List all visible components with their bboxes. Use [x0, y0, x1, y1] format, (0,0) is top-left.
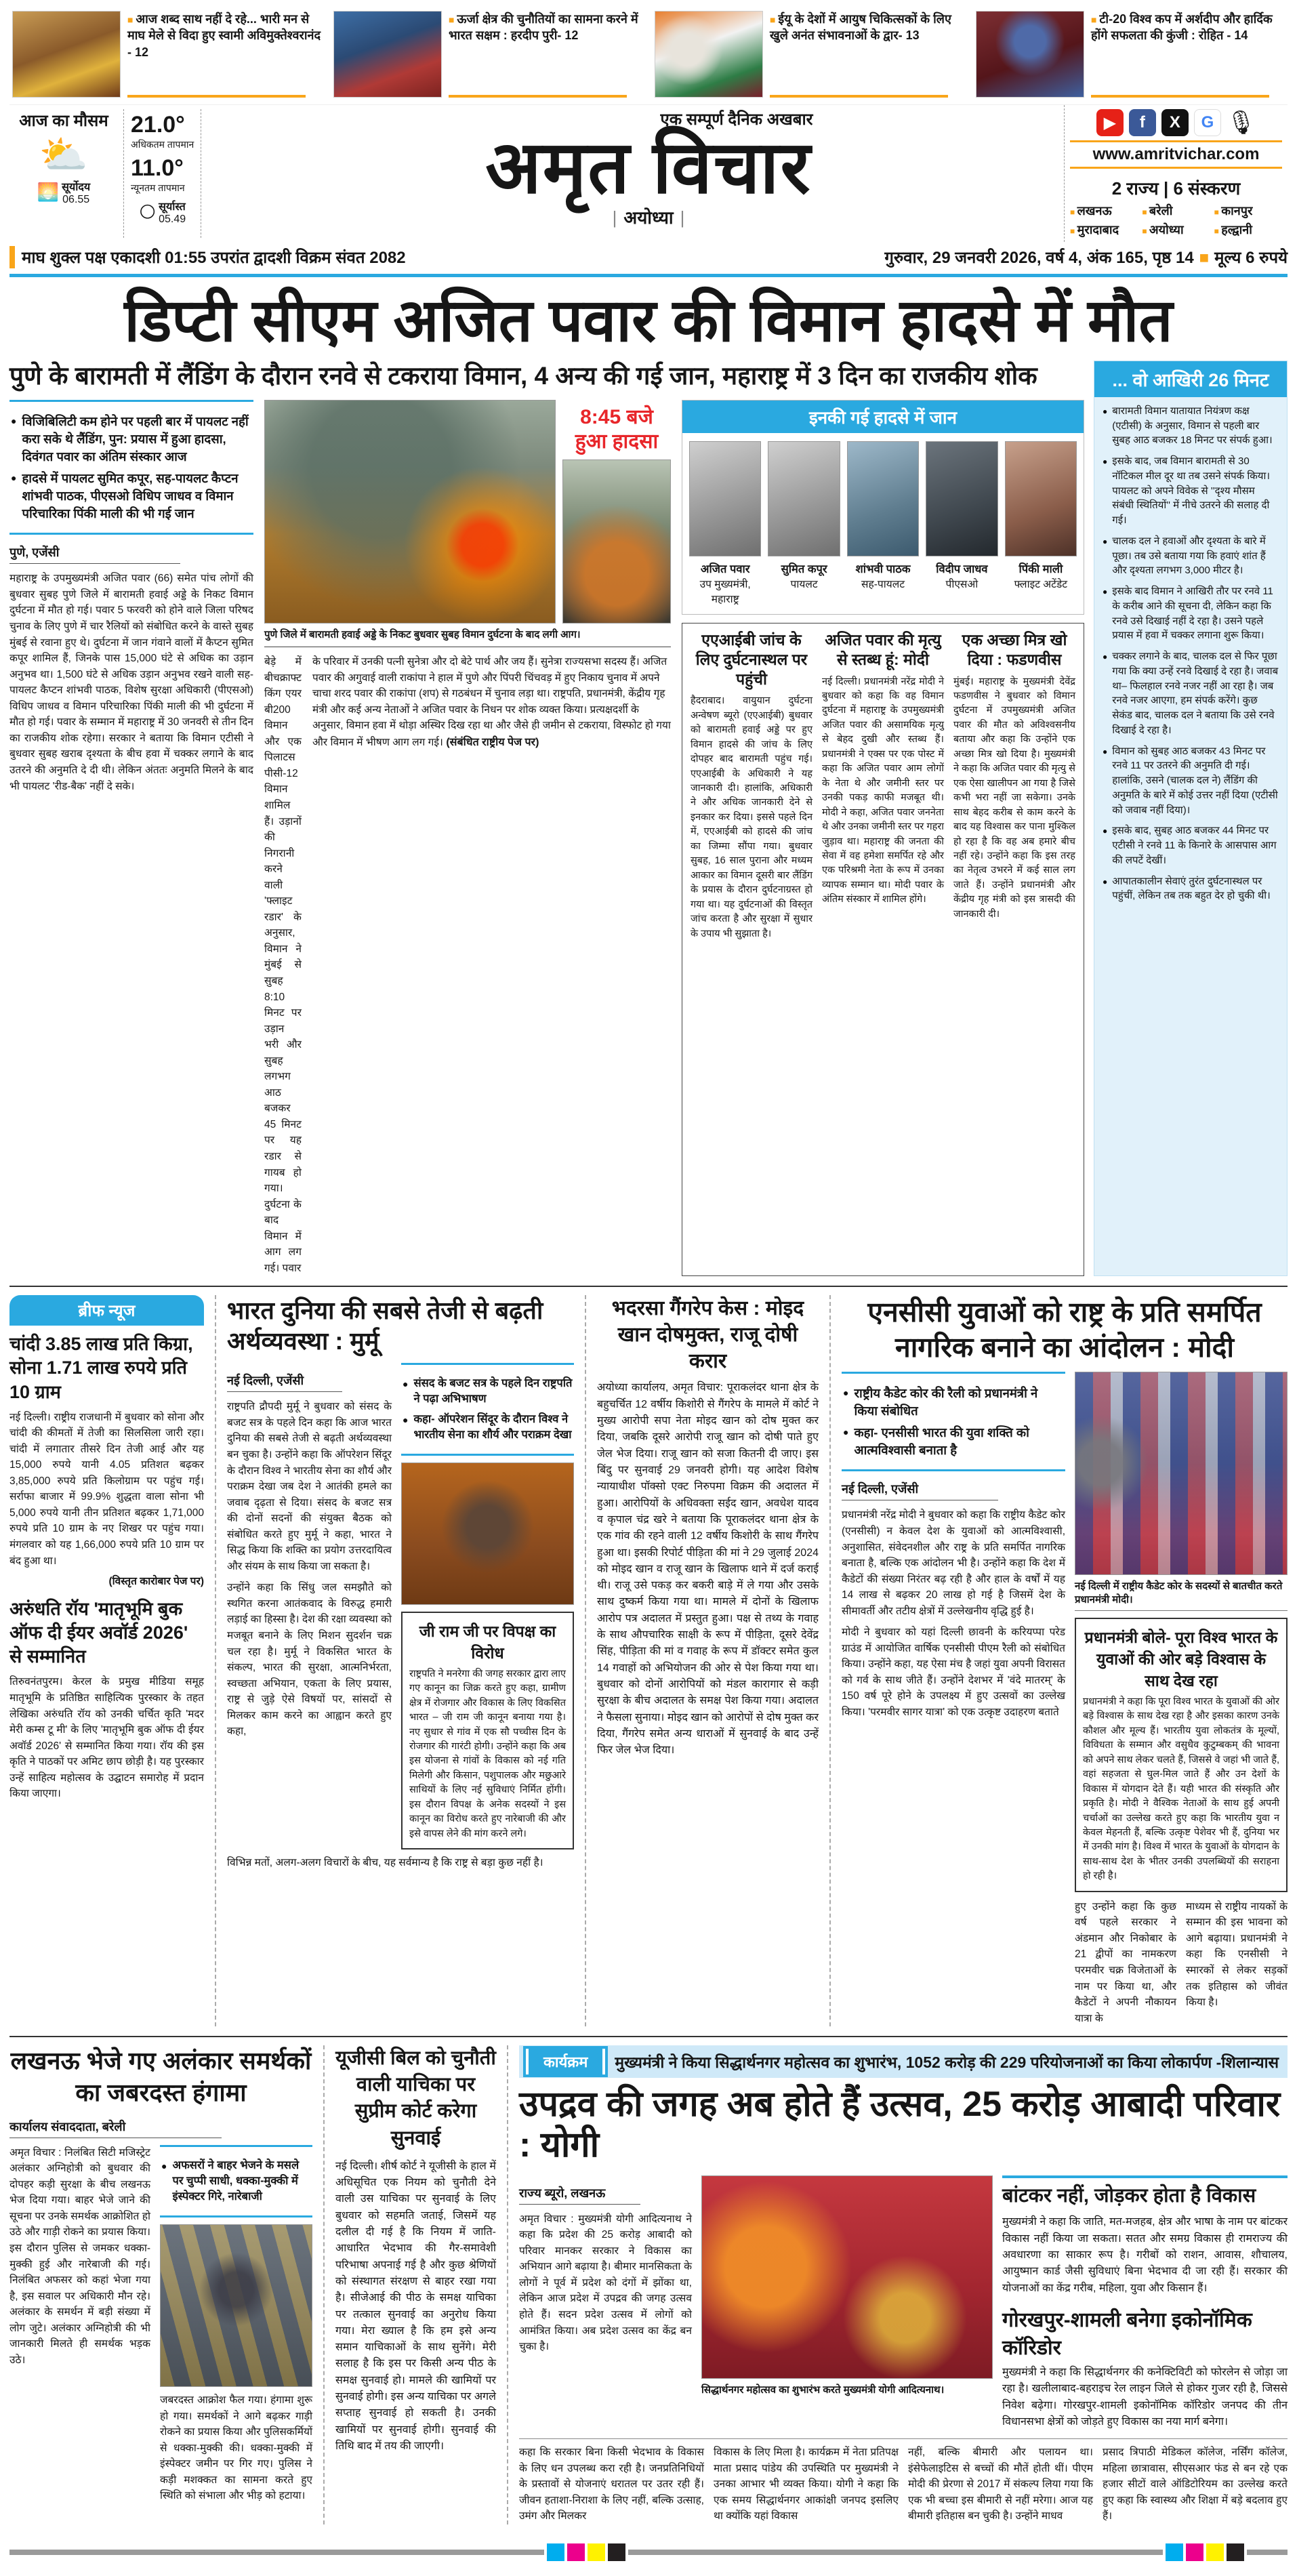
vikas-box [1002, 2175, 1288, 2297]
bullet-dot-icon: ● [1103, 876, 1108, 886]
substory-body: हैदराबाद। वायुयान दुर्घटना अन्वेषण ब्यूरो (एएआईबी) बुधवार को बारामती हवाई अड्डे पर हुए विमान हादसे की जांच के लिए दोपहर बाद बारामती पहुंच गई। एएआईबी के अधिकारी ने यह जानकारी दी। हालांकि, अधिकारी ने और अधिक जानकारी देने से इनकार कर दिया। इससे पहले दिन में, एएआईबी को हादसे की जांच का जिम्मा सौंपा गया। बुधवार सुबह, 16 साल पुराना और मध्यम आकार का विमान दूसरी बार लैंडिंग के प्रयास के दौरान दुर्घटनाग्रस्त हो गया था। यह दुर्घटनाओं की विस्तृत जांच करता है और सुरक्षा में सुधार के उपाय भी सुझाता है। [691, 695, 812, 939]
victim-portrait [926, 441, 997, 556]
teaser-underline [127, 95, 306, 98]
victim-card [847, 441, 919, 606]
box-body: राष्ट्रपति ने मनरेगा की जगह सरकार द्वारा लाए गए कानून का जिक्र करते हुए कहा, ग्रामीण क्षेत्र में रोजगार और विकास के लिए विकसित भारत – जी राम जी कानून बनाया गया है। नए सुधार से गांव में एक सौ पच्चीस दिन के रोजगार की गारंटी होगी। उन्होंने कहा कि अब इस योजना से गांवों के विकास को नई गति मिलेगी और किसान, पशुपालक और मछुआरे साथियों के लिए नई सुविधाएं निर्मित होंगी। इस दौरान विपक्ष के अनेक सदस्यों ने इस कानून का विरोध करते हुए नारेबाजी की और इसे वापस लेने की मांग करने लगे। [409, 1668, 566, 1839]
teaser-underline [770, 95, 948, 98]
bhadarsa-story [597, 1295, 831, 2026]
lead-photo-column [264, 400, 671, 1276]
reg-square-cyan [547, 2543, 564, 2561]
yogi-photo-caption: सिद्धार्थनगर महोत्सव का शुभारंभ करते मुख्यमंत्री योगी आदित्यनाथ। [701, 2384, 945, 2396]
victim-portrait [768, 441, 840, 556]
masthead-dateline-row [9, 242, 1288, 274]
bullet-dot-icon: ● [1103, 406, 1108, 416]
ncc-body4: माध्यम से राष्ट्रीय नायकों के सम्मान की इस भावना को आगे बढ़ाया। प्रधानमंत्री ने कहा कि एनसीसी ने स्मारकों से लेकर सड़कों तक इतिहास को जीवंत किया है। [1186, 1900, 1288, 2009]
kicker-tag: कार्यक्रम [526, 2049, 605, 2074]
lead-left-column [9, 400, 253, 1276]
temp-max-label: अधिकतम तापमान [131, 139, 194, 150]
timeline-item: चक्कर लगाने के बाद, चालक दल से फिर पूछा गया कि क्या उन्हें रनवे दिखाई दे रहा है। जवाब था– फिलहाल रनवे नजर नहीं आ रहा है। जब रनवे नजर आएगा, हम संपर्क करेंगे। कुछ सेकंड बाद, चालक दल ने बताया कि उसे रनवे दिखाई दे रहा है। [1112, 651, 1279, 736]
alankar-bullet: अफसरों ने बाहर भेजने के मसले पर चुप्पी साधी, धक्का-मुक्की में इंस्पेक्टर गिरे, नारेबाजी [172, 2159, 300, 2203]
reg-square-cyan [1166, 2543, 1183, 2561]
yogi-photo [701, 2175, 993, 2379]
yogi-story [519, 2045, 1288, 2524]
crash-photo [264, 400, 556, 623]
teaser-modi-ayush [655, 11, 964, 98]
sunset-label: सूर्यास्त [159, 201, 186, 213]
reg-square-magenta [1186, 2543, 1203, 2561]
ncc-body1: प्रधानमंत्री नरेंद्र मोदी ने बुधवार को कहा कि राष्ट्रीय कैडेट कोर (एनसीसी) न केवल देश के युवाओं को आत्मविश्वासी, अनुशासित, संवेदनशील और राष्ट्र के प्रति समर्पित नागरिक बनाता है, बल्कि एक आंदोलन भी है। उन्होंने कहा कि देश में कैडेटों की संख्या निरंतर बढ़ रही है और हाल के वर्षों में यह 14 लाख से बढ़कर 20 लाख हो गई है जिसमें देश के सीमावर्ती और तटीय क्षेत्रों में उल्लेखनीय वृद्धि हुई है। [842, 1509, 1065, 1617]
victim-portrait [847, 441, 919, 556]
ugc-story [335, 2045, 508, 2524]
ji-ram-ji-box [401, 1612, 574, 1849]
substories-panel [682, 623, 1084, 1276]
lead-story [9, 361, 1288, 1286]
victim-portrait [689, 441, 761, 556]
pm-quote-box [1075, 1618, 1288, 1892]
temp-min: 11.0° [131, 155, 184, 181]
dateline: गुरुवार, 29 जनवरी 2026, वर्ष 4, अंक 165, पृष्ठ 14 ■ मूल्य 6 रुपये [884, 249, 1288, 267]
panchang: माघ शुक्ल पक्ष एकादशी 01:55 उपरांत द्वादशी विक्रम संवत 2082 [9, 246, 406, 268]
victims-header: इनकी गई हादसे में जान [682, 401, 1084, 433]
corridor-body: मुख्यमंत्री ने कहा कि सिद्धार्थनगर की कनेक्टिविटी को फोरलेन से जोड़ा जा रहा है। खलीलाबाद-बहराइच रेल लाइन जिले से होकर गुजर रही है, जिससे निवेश बढ़ेगा। गोरखपुर-शामली इकोनॉमिक कॉरिडोर जनपद की तीन विधानसभा क्षेत्रों को जोड़ते हुए विकास का नया मार्ग बनेगा। [1002, 2366, 1288, 2428]
murmu-bullet: संसद के बजट सत्र के पहले दिन राष्ट्रपति ने पढ़ा अभिभाषण [413, 1377, 573, 1406]
edition-label: | अयोध्या | [612, 207, 685, 228]
moon-icon: 🌕 [139, 203, 157, 222]
reg-square-black [608, 2543, 625, 2561]
ncc-bullet: कहा- एनसीसी भारत की युवा शक्ति को आत्मविश्वासी बनाता है [854, 1425, 1029, 1457]
yogi-continuation [519, 2438, 1288, 2524]
teaser-photo-rohit [976, 11, 1084, 98]
murmu-headline: भारत दुनिया की सबसे तेजी से बढ़ती अर्थव्यवस्था : मुर्मू [227, 1296, 543, 1355]
teaser-photo-swami [12, 11, 121, 98]
teaser-photo-hardeep [333, 11, 442, 98]
victim-role: पीएसओ [945, 579, 979, 591]
social-icons [1070, 109, 1282, 136]
ncc-headline: एनसीसी युवाओं को राष्ट्र के प्रति समर्पित नागरिक बनाने का आंदोलन : मोदी [867, 1296, 1262, 1363]
alankar-story [9, 2045, 325, 2524]
murmu-story [227, 1295, 586, 2026]
edition-item: ■ मुरादाबाद [1070, 222, 1138, 238]
substory-body: मुंबई। महाराष्ट्र के मुख्यमंत्री देवेंद्र फडणवीस ने बुधवार को विमान दुर्घटना में उपमुख्यमंत्री अजित पवार की मौत को अविश्वसनीय बताया और कहा कि उन्होंने एक अच्छा मित्र खो दिया है। मुख्यमंत्री ने कहा कि अजित पवार की मृत्यु से एक ऐसा खालीपन आ गया है जिसे कभी भरा नहीं जा सकेगा। उनके साथ बेहद करीब से काम करने के बाद यह विश्वास कर पाना मुश्किल हो रहा है कि वह अब हमारे बीच नहीं रहे। उन्होंने कहा कि इस तरह का नेतृत्व उभरने में कई साल लग जाते हैं। उन्होंने प्रधानमंत्री और केंद्रीय गृह मंत्री को इस त्रासदी की जानकारी दी। [953, 676, 1075, 920]
print-registration-marks [9, 2531, 1288, 2576]
teaser-text: ■ ईयू के देशों में आयुष चिकित्सकों के लिए खुले अनंत संभावनाओं के द्वार- 13 [770, 11, 964, 44]
alankar-bullets [160, 2145, 312, 2217]
press-mic-icon: 🎙 [1226, 110, 1256, 136]
timeline-item: आपातकालीन सेवाएं तुरंत दुर्घटनास्थल पर पहुंचीं, लेकिन तब तक बहुत देर हो चुकी थी। [1112, 875, 1271, 902]
yogi-headline: उपद्रव की जगह अब होते हैं उत्सव, 25 करोड़ आबादी परिवार : योगी [519, 2085, 1281, 2165]
murmu-bullets [401, 1363, 574, 1455]
substory-headline: एक अच्छा मित्र खो दिया : फडणवीस [962, 631, 1067, 668]
bullet-dot-icon: ● [11, 415, 17, 427]
victims-panel [682, 400, 1084, 615]
victim-card [689, 441, 761, 606]
lead-headline: डिप्टी सीएम अजित पवार की विमान हादसे में मौत [124, 287, 1173, 354]
bhadarsa-body: अयोध्या कार्यालय, अमृत विचार: पूराकलंदर थाना क्षेत्र के बहुचर्चित 12 वर्षीय किशोरी से गैंगरेप के मामले में कोर्ट ने मुख्य आरोपी सपा नेता मोइद खान को दोष मुक्त कर दिया, जबकि दूसरे आरोपी राजू खान को दोषी पाते हुए जेल भेज दिया। राजू खान को सजा कितनी दी जाए। इस बिंदु पर सुनवाई 29 जनवरी होगी। यह आदेश विशेष न्यायाधीश पॉक्सो एक्ट निरुपमा विक्रम की अदालत में हुआ। आरोपियों के अधिवक्ता सईद खान, अवधेश यादव व कृपाल चंद्र खरे ने बताया कि पूराकलंदर थाना क्षेत्र के एक गांव की रहने वाली 12 वर्षीय किशोरी के साथ गैंगरेप हुआ था। इसकी रिपोर्ट पीड़िता की मां ने 29 जुलाई 2024 को मोइद खान व राजू खान के खिलाफ थाने में दर्ज कराई थी। राजू उसे पकड़ कर बकरी बाड़े में ले गया और उसके साथ दुष्कर्म किया गया था। मामले में दोनों के खिलाफ आरोप पत्र अदालत में प्रस्तुत हुआ। पक्ष से तथ्य के गवाह के साथ औपचारिक साक्षी के रूप में पीड़िता, दूसरे देवेंद्र सिंह, पीड़िता की मां व गवाह के रूप में डॉक्टर समेत कुल 14 गवाहों को अभियोजन की ओर से पेश किया गया था। बुधवार को दोनों आरोपियों को मंडल कारागार से कड़ी सुरक्षा के बीच अदालत के समक्ष पेश किया गया। अदालत ने फैसला सुनाया। मोइद खान को आरोपों से दोष मुक्त कर दिया, गैंगरेप समेत अन्य धाराओं में सुनवाई के बाद उन्हें फिर जेल भेज दिया। [597, 1382, 819, 1757]
timeline-item: इसके बाद, सुबह आठ बजकर 44 मिनट पर एटीसी ने रनवे 11 के किनारे के आसपास आग की लपटें देखीं। [1112, 825, 1277, 866]
weather-widget [9, 105, 233, 242]
bullet-dot-icon: ● [161, 2160, 167, 2171]
weather-title: आज का मौसम [19, 112, 108, 130]
yogi-body1: अमृत विचार : मुख्यमंत्री योगी आदित्यनाथ ने कहा कि प्रदेश की 25 करोड़ आबादी को परिवार मानकर सरकार ने विकास का अभियान आगे बढ़ाया है। बीमार मानसिकता के लोगों ने पूर्व में प्रदेश को दंगों में झोंका था, लेकिन आज प्रदेश में उपद्रव की जगह उत्सव होते हैं। सदन प्रदेश उत्सव में लोगों को आमंत्रित किया। अब प्रदेश उत्सव का केंद्र बन चुका है। [519, 2213, 692, 2353]
substory-fadnavis [953, 630, 1075, 1269]
crash-photo-secondary [562, 459, 671, 623]
ncc-bullet: राष्ट्रीय कैडेट कोर की रैली को प्रधानमंत्री ने किया संबोधित [854, 1385, 1038, 1418]
substory-aaib [691, 630, 812, 1269]
bullet-dot-icon: ● [843, 1426, 849, 1437]
edition-item: ■ कानपुर [1214, 203, 1282, 219]
ncc-story [842, 1295, 1288, 2026]
alankar-headline: लखनऊ भेजे गए अलंकार समर्थकों का जबरदस्त हंगामा [10, 2047, 312, 2106]
sun-cloud-icon: ⛅ [39, 133, 89, 177]
newspaper-logo: अमृत विचार [485, 126, 812, 208]
reg-bar [9, 2550, 544, 2555]
x-twitter-icon: X [1161, 109, 1189, 136]
bottom-tier [9, 2036, 1288, 2531]
masthead [9, 104, 1288, 242]
box-body: मुख्यमंत्री ने कहा कि जाति, मत-मजहब, क्षेत्र और भाषा के नाम पर बांटकर विकास नहीं किया जा सकता। सतत और समग्र विकास ही रामराज्य की अवधारणा का साकार रूप है। गरीबों को राशन, आवास, शौचालय, आयुष्मान कार्ड जैसी सुविधाएं बिना भेदभाव दी जा रही हैं। सरकार की योजनाओं का केंद्र गरीब, महिला, युवा और किसान हैं। [1002, 2216, 1288, 2294]
edition-list [1070, 203, 1282, 238]
ugc-headline: यूजीसी बिल को चुनौती वाली याचिका पर सुप्रीम कोर्ट करेगा सुनवाई [335, 2047, 496, 2149]
alankar-body1: अमृत विचार : निलंबित सिटी मजिस्ट्रेट अलंकार अग्निहोत्री को बुधवार की दोपहर कड़ी सुरक्षा के बीच लखनऊ भेज दिया गया। बाहर भेजे जाने की सूचना पर उनके समर्थक आक्रोशित हो उठे और गाड़ी रोकने का प्रयास किया। इस दौरान पुलिस से जमकर धक्का-मुक्की हुई और नारेबाजी की गई। निलंबित अफसर को कहां भेजा गया है, इस सवाल पर अधिकारी मौन रहे। अलंकार के समर्थन में बड़ी संख्या में लोग जुटे। अलंकार अग्निहोत्री की भी जानकारी मिलते ही समर्थक भड़क उठे। [9, 2146, 150, 2366]
teaser-underline [1091, 95, 1269, 98]
teaser-photo-modi [655, 11, 763, 98]
brief-news-tab: ब्रीफ न्यूज [9, 1295, 204, 1326]
ncc-body3: हुए उन्होंने कहा कि कुछ वर्ष पहले सरकार ने अंडमान और निकोबार के 21 द्वीपों का नामकरण परमवीर चक्र विजेताओं के नाम पर किया था, और कैडेटों ने अपनी नौकायन यात्रा के [1075, 1900, 1176, 2024]
victim-name: विदीप जाधव [936, 563, 988, 576]
victim-role: फ्लाइट अटेंडेट [1014, 579, 1068, 591]
timeline-item: इसके बाद विमान ने आखिरी तौर पर रनवे 11 के करीब आने की सूचना दी, लेकिन कहा कि रनवे उसे दिखाई नहीं दे रहा है। उसने पहले प्रयास में हवा में चक्कर लगाना शुरू किया। [1112, 586, 1273, 642]
teaser-hardeep [333, 11, 642, 98]
box-headline: जी राम जी पर विपक्ष का विरोध [419, 1622, 556, 1662]
temp-max: 21.0° [131, 112, 185, 138]
victim-card [1005, 441, 1077, 606]
price: मूल्य 6 रुपये [1214, 249, 1288, 267]
bullet-dot-icon: ● [843, 1387, 849, 1398]
sunset-time: 05.49 [159, 213, 186, 225]
youtube-icon: ▶ [1096, 109, 1124, 136]
website-url[interactable]: www.amritvichar.com [1070, 140, 1282, 169]
bullet-dot-icon: ● [403, 1414, 409, 1425]
corridor-headline: गोरखपुर-शामली बनेगा इकोनॉमिक कॉरिडोर [1002, 2308, 1252, 2359]
sidebar-title: ... वो आखिरी 26 मिनट [1094, 361, 1287, 397]
yogi-byline: राज्य ब्यूरो, लखनऊ [519, 2186, 606, 2200]
edition-item: ■ हल्द्वानी [1214, 222, 1282, 238]
murmu-closing: विभिन्न मतों, अलग-अलग विचारों के बीच, यह सर्वमान्य है कि राष्ट्र से बड़ा कुछ नहीं है। [227, 1857, 543, 1869]
ncc-photo-caption: नई दिल्ली में राष्ट्रीय कैडेट कोर के सदस्यों से बातचीत करते प्रधानमंत्री मोदी। [1075, 1575, 1288, 1611]
victim-name: पिंकी माली [1018, 563, 1063, 576]
brief-story2-headline: अरुंधति रॉय 'मातृभूमि बुक ऑफ दी ईयर अवॉर्ड 2026' से सम्मानित [9, 1599, 188, 1667]
lead-right-column [682, 400, 1084, 1276]
lead-bullet: विजिबिलिटी कम होने पर पहली बार में पायलट नहीं करा सके थे लैंडिंग, पुन: प्रयास में हुआ हादसा, दिवंगत पवार का अंतिम संस्कार आज [22, 414, 249, 464]
bullet-dot-icon: ● [403, 1378, 409, 1390]
google-icon: G [1194, 109, 1221, 136]
related-page-note: (संबंधित राष्ट्रीय पेज पर) [446, 736, 539, 748]
edition-item: ■ बरेली [1142, 203, 1210, 219]
lead-continuation-col2: के परिवार में उनकी पत्नी सुनेत्रा और दो बेटे पार्थ और जय हैं। सुनेत्रा राज्यसभा सदस्य हैं। अजित पवार की अगुवाई वाली राकांपा ने हाल में पुणे और पिंपरी चिंचवड़ में हुए निकाय चुनाव में अपने चाचा शरद पवार की राकांपा (शप) से गठबंधन में चुनाव लड़ा था। राष्ट्रपति, प्रधानमंत्री, केंद्रीय गृह मंत्री और कई अन्य नेताओं ने अजित पवार के निधन पर शोक व्यक्त किया। प्रत्यक्षदर्शी के अनुसार, विमान हवा में थोड़ा अस्थिर दिख रहा था और जैसे ही जमीन से टकराया, विस्फोट हो गया और विमान में भीषण आग लग गई। [312, 656, 671, 748]
alankar-protest-photo [160, 2224, 312, 2387]
box-headline: प्रधानमंत्री बोले- पूरा विश्व भारत के युवाओं की ओर बड़े विश्वास के साथ देख रहा [1084, 1628, 1278, 1690]
brief-news-column [9, 1295, 216, 2026]
crash-time-label: 8:45 बजे हुआ हादसा [575, 406, 659, 453]
lead-body: महाराष्ट्र के उपमुख्यमंत्री अजित पवार (66) समेत पांच लोगों की बुधवार सुबह पुणे जिले में बारामती हवाई अड्डे के निकट विमान दुर्घटना में मौत हो गई। पवार 5 फरवरी को होने वाले जिला परिषद चुनाव के लिए पुणे में चार रैलियों को संबोधित करने के वास्ते सुबह मुंबई से रवाना हुए थे। दुर्घटना में जान गंवाने वालों में कैप्टन सुमित कपूर शामिल हैं, जिनके पास 15,000 घंटे से अधिक का उड़ान अनुभव था। 1,500 घंटे से अधिक उड़ान अनुभव रखने वाली सह-पायलट कैप्टन शांभवी पाठक, विशेष सुरक्षा अधिकारी (पीएसओ) विधिप जाधव व विमान परिचारिका पिंकी माली की भी दुर्घटना में मौत हो गई। पवार के सम्मान में महाराष्ट्र में 30 जनवरी से तीन दिन का राजकीय शोक रहेगा। सरकार ने बताया कि विमान एटीसी ने बुधवार सुबह खराब दृश्यता के बीच हवा में चक्कर लगाने के बाद उतरने की अनुमति दे दी थी। लेकिन अंततः अनुमति मिलने के बाद भी पायलट 'रीड-बैक' नहीं दे सके। [9, 573, 253, 792]
brief-story2-body: तिरुवनंतपुरम। केरल के प्रमुख मीडिया समूह मातृभूमि के प्रतिष्ठित साहित्यिक पुरस्कार के तहत लेखिका अरुंधति रॉय को उनकी चर्चित कृति 'मदर मेरी कम्स टू मी' के लिए 'मातृभूमि बुक ऑफ दी ईयर अवॉर्ड 2026' से सम्मानित किया गया। रॉय की इस कृति ने पाठकों पर अमिट छाप छोड़ी है। यह पुरस्कार उन्हें साहित्य महोत्सव के उद्घाटन समारोह में प्रदान किया जाएगा। [9, 1676, 204, 1800]
reg-square-magenta [567, 2543, 585, 2561]
bullet-dot-icon: ● [11, 472, 17, 483]
victim-card [926, 441, 997, 606]
yogi-cont3: नहीं, बल्कि बीमारी और पलायन था। इंसेफेलाइटिस से बच्चों की मौतें होती थीं। पीएम मोदी की प्रेरणा से 2017 में संकल्प लिया गया कि एक भी बच्चा इस बीमारी से नहीं मरेगा। आज यह बीमारी इतिहास बन चुकी है। उन्होंने माधव [908, 2447, 1093, 2522]
murmu-byline: नई दिल्ली, एजेंसी [227, 1374, 304, 1388]
brief-story1-headline: चांदी 3.85 लाख प्रति किग्रा, सोना 1.71 लाख रुपये प्रति 10 ग्राम [9, 1334, 193, 1402]
bullet-dot-icon: ● [1103, 746, 1108, 756]
murmu-body1: राष्ट्रपति द्रौपदी मुर्मू ने बुधवार को संसद के बजट सत्र के पहले दिन कहा कि आज भारत दुनिया की सबसे तेजी से बढ़ती अर्थव्यवस्था बन चुका है। उन्होंने कहा कि ऑपरेशन सिंदूर के दौरान विश्व ने भारतीय सेना का शौर्य और पराक्रम देखा जब देश ने आतंकी हमले का जवाब दृढ़ता से दिया। संसद के बजट सत्र की दोनों सदनों की संयुक्त बैठक को संबोधित करते हुए मुर्मू ने कहा, भारत ने सिद्ध किया कि शक्ति का प्रयोग उत्तरदायित्व और संयम के साथ किया जा सकता है। [227, 1401, 392, 1572]
lead-continuation-col1: बेड़े में बीचक्राफ्ट किंग एयर बी200 विमान और एक पिलाटस पीसी-12 विमान शामिल हैं। उड़ानों की निगरानी करने वाली 'फ्लाइट रडार' के अनुसार, विमान ने मुंबई से सुबह 8:10 मिनट पर उड़ान भरी और सुबह लगभग आठ बजकर 45 मिनट पर यह रडार से गायब हो गया। दुर्घटना के बाद विमान में आग लग गई। पवार [264, 656, 302, 1274]
kicker-text: मुख्यमंत्री ने किया सिद्धार्थनगर महोत्सव का शुभारंभ, 1052 करोड़ की 229 परियोजनाओं का किया लोकार्पण -शिलान्यास [615, 2053, 1279, 2072]
bullet-dot-icon: ● [1103, 536, 1108, 546]
reg-bar [628, 2550, 1163, 2555]
byline-rule [227, 1391, 342, 1392]
substory-headline: एएआईबी जांच के लिए दुर्घटनास्थल पर पहुंची [695, 631, 808, 688]
sunrise-icon: 🌅 [37, 182, 60, 203]
edition-item: ■ अयोध्या [1142, 222, 1210, 238]
bhadarsa-headline: भदरसा गैंगरेप केस : मोइद खान दोषमुक्त, राजू दोषी करार [611, 1297, 804, 1373]
reg-bar [1247, 2550, 1288, 2555]
brief-story1-body: नई दिल्ली। राष्ट्रीय राजधानी में बुधवार को सोना और चांदी की कीमतों में तेजी का सिलसिला जारी रहा। चांदी में लगातार तीसरे दिन तेजी आई और यह 15,000 रुपये यानी 4.05 प्रतिशत बढ़कर 3,85,000 रुपये प्रति किलोग्राम पर पहुंच गई। सर्राफा बाजार में 99.9% शुद्धता वाला सोना भी 5,000 रुपये यानी तीन प्रतिशत बढ़कर 1,71,000 रुपये प्रति 10 ग्राम के नए शिखर पर पहुंच गया। मंगलवार को यह 1,66,000 रुपये प्रति 10 ग्राम पर बंद हुआ था। [9, 1411, 204, 1567]
bullet-dot-icon: ● [1103, 652, 1108, 662]
teaser-text: ■ ऊर्जा क्षेत्र की चुनौतियों का सामना करने में भारत सक्षम : हरदीप पुरी- 12 [449, 11, 642, 44]
victim-card [768, 441, 840, 606]
murmu-body2: उन्होंने कहा कि सिंधु जल समझौते को स्थगित करना आतंकवाद के विरुद्ध हमारी लड़ाई का हिस्सा है। देश की रक्षा व्यवस्था को मजबूत बनाने के लिए मिशन सुदर्शन चक्र चल रहा है। मुर्मू ने विकसित भारत के संकल्प, भारत की सुरक्षा, आत्मनिर्भरता, स्वच्छता अभियान, एकता के लिए प्रयास, राष्ट्र से जुड़े ऐसे विषयों पर, सांसदों से मिलकर काम करने का आह्वान करते हुए कहा, [227, 1582, 392, 1738]
timeline-item: विमान को सुबह आठ बजकर 43 मिनट पर रनवे 11 पर उतरने की अनुमति दी गई। हालांकि, उसने (चालक दल ने) लैंडिंग की अनुमति के बारे में कोई उत्तर नहीं दिया (एटीसी को जवाब नहीं दिया)। [1112, 745, 1278, 816]
yogi-cont4: प्रसाद त्रिपाठी मेडिकल कॉलेज, नर्सिंग कॉलेज, महिला छात्रावास, सीएसआर फंड से बन रहे एक हजार सीटों वाले ऑडिटोरियम का उल्लेख करते हुए कहा कि स्वास्थ्य और शिक्षा में बड़े बदलाव हुए हैं। [1103, 2447, 1288, 2522]
byline-rule [519, 2204, 640, 2205]
top-teaser-strip [9, 7, 1288, 104]
victim-portrait [1005, 441, 1077, 556]
teaser-swami [12, 11, 321, 98]
box-headline: बांटकर नहीं, जोड़कर होता है विकास [1002, 2184, 1256, 2207]
teaser-text: ■ आज शब्द साथ नहीं दे रहे... भारी मन से माघ मेले से विदा हुए स्वामी अविमुक्तेश्वरानंद - 12 [127, 11, 321, 60]
timeline-item: इसके बाद, जब विमान बारामती से 30 नॉटिकल मील दूर था तब उसने संपर्क किया। पायलट को अपने विवेक से ''दृश्य मौसम संबंधी स्थितियों'' में नीचे उतरने की सलाह दी गई। [1112, 455, 1271, 527]
timeline-item: बारामती विमान यातायात नियंत्रण कक्ष (एटीसी) के अनुसार, विमान से पहली बार सुबह आठ बजकर 18 मिनट पर संपर्क हुआ। [1112, 405, 1273, 447]
victim-name: सुमित कपूर [781, 563, 827, 576]
reg-square-yellow [588, 2543, 605, 2561]
victim-name: अजित पवार [700, 563, 750, 576]
alankar-byline: कार्यालय संवाददाता, बरेली [9, 2119, 126, 2133]
victim-name: शांभवी पाठक [855, 563, 911, 576]
yogi-cont1: कहा कि सरकार बिना किसी भेदभाव के विकास के लिए धन उपलब्ध करा रही है। जनप्रतिनिधियों के प्रस्तावों से योजनाएं धरातल पर उतर रही हैं। जीवन हताशा-निराशा के लिए नहीं, बल्कि उत्साह, उमंग और मिलकर [519, 2447, 704, 2522]
lead-byline: पुणे, एजेंसी [9, 546, 60, 560]
facebook-icon: f [1129, 109, 1156, 136]
lead-subhead: पुणे के बारामती में लैंडिंग के दौरान रनवे से टकराया विमान, 4 अन्य की गई जान, महाराष्ट्र में 3 दिन का राजकीय शोक [9, 361, 1037, 390]
victim-role: सह-पायलट [861, 579, 905, 591]
substory-modi [822, 630, 944, 1269]
substory-body: नई दिल्ली। प्रधानमंत्री नरेंद्र मोदी ने बुधवार को कहा कि वह विमान दुर्घटना में महाराष्ट्र के उपमुख्यमंत्री अजित पवार की असामयिक मृत्यु से बेहद दुखी और स्तब्ध हैं। प्रधानमंत्री ने एक्स पर एक पोस्ट में कहा कि अजित पवार आम लोगों के नेता थे और जमीनी स्तर पर उनकी पकड़ काफी मजबूत थी। मोदी ने कहा, अजित पवार जननेता थे और उनका जमीनी स्तर पर गहरा जुड़ाव था। महाराष्ट्र की जनता की सेवा में वह हमेशा समर्पित रहे और एक परिश्रमी नेता के रूप में उनका व्यापक सम्मान था। मोदी पवार के अंतिम संस्कार में शामिल होंगे। [822, 676, 944, 905]
bullet-dot-icon: ● [1103, 457, 1108, 467]
last-26-minutes-sidebar [1094, 361, 1288, 1277]
bullet-dot-icon: ● [1103, 587, 1108, 597]
masthead-tagline: एक सम्पूर्ण दैनिक अखबार [660, 110, 813, 129]
ncc-rally-photo [1075, 1372, 1288, 1575]
timeline-item: चालक दल ने हवाओं और दृश्यता के बारे में पूछा। तब उसे बताया गया कि हवाएं शांत हैं और दृश्यता लगभग 3,000 मीटर है। [1112, 535, 1266, 577]
murmu-photo [401, 1463, 574, 1605]
lead-bullet: हादसे में पायलट सुमित कपूर, सह-पायलट कैप्टन शांभवी पाठक, पीएसओ विधिप जाधव व विमान परिचारिका पिंकी माली की भी गई जान [22, 470, 239, 520]
sunrise-time: 06.55 [62, 193, 90, 205]
yogi-kicker-strip [519, 2045, 1288, 2078]
masthead-right [1064, 105, 1288, 242]
teaser-text: ■ टी-20 विश्व कप में अर्शदीप और हार्दिक होंगे सफलता की कुंजी : रोहित - 14 [1091, 11, 1285, 44]
crash-photo-caption: पुणे जिले में बारामती हवाई अड्डे के निकट बुधवार सुबह विमान दुर्घटना के बाद लगी आग। [264, 623, 671, 647]
reg-square-yellow [1206, 2543, 1224, 2561]
orange-square: ■ [1199, 249, 1210, 267]
reg-square-black [1227, 2543, 1244, 2561]
box-body: प्रधानमंत्री ने कहा कि पूरा विश्व भारत के युवाओं की ओर बड़े विश्वास के साथ देख रहा है और इसका कारण उनके कौशल और मूल्य हैं। भारतीय युवा लोकतंत्र के मूल्यों, विविधता के सम्मान और वसुधैव कुटुम्बकम् की भावना को अपने साथ लेकर चलते हैं, जिससे वे जहां भी जाते हैं, वहां सहजता से घुल-मिल जाते हैं और उन देशों के विकास में योगदान देते हैं। यही भारत की संस्कृति और प्रकृति है। मोदी ने वैश्विक नेताओं के साथ हुई अपनी चर्चाओं का उल्लेख करते हुए कहा कि भारतीय युवा न केवल मेहनती हैं, बल्कि उत्कृष्ट पेशेवर भी हैं, दुनिया भर में उनकी मांग है। विश्व में भारत के युवाओं के योगदान के साथ-साथ देश के भीतर उनकी उपलब्धियों की सराहना हो रही है। [1083, 1696, 1279, 1882]
teaser-rohit [976, 11, 1285, 98]
victim-role: उप मुख्यमंत्री, महाराष्ट्र [699, 579, 751, 606]
murmu-bullet: कहा- ऑपरेशन सिंदूर के दौरान विश्व ने भारतीय सेना का शौर्य और पराक्रम देखा [413, 1412, 572, 1441]
substory-headline: अजित पवार की मृत्यु से स्तब्ध हूं: मोदी [825, 631, 941, 668]
ugc-body: नई दिल्ली। शीर्ष कोर्ट ने यूजीसी के हाल में अधिसूचित एक नियम को चुनौती देने वाली उस याचिका पर सुनवाई के लिए बुधवार को सहमति जताई, जिसमें यह दलील दी गई है कि नियम में जाति-आधारित भेदभाव की गैर-समावेशी परिभाषा अपनाई गई है और कुछ श्रेणियों को संस्थागत संरक्षण से बाहर रखा गया है। सीजेआई की पीठ के समक्ष याचिका पर तत्काल सुनवाई का अनुरोध किया गया। मेरा ख्याल है कि हम इसे अन्य समान याचिकाओं के साथ सुनेंगे। मेरी सलाह है कि इस पर किसी अन्य पीठ के समक्ष सुनवाई हो। मामले की खामियों पर सुनवाई होगी। इस अन्य याचिका पर अगले सप्ताह सुनवाई हो सकती है। उनकी खामियों पर सुनवाई होगी। सुनवाई की तिथि बाद में तय की जाएगी। [335, 2160, 496, 2453]
bullet-dot-icon: ● [1103, 826, 1108, 836]
byline-rule [9, 563, 180, 564]
logo-block [233, 105, 1064, 242]
edition-item: ■ लखनऊ [1070, 203, 1138, 219]
ncc-body2: मोदी ने बुधवार को यहां दिल्ली छावनी के करियप्पा परेड ग्राउंड में आयोजित वार्षिक एनसीसी पीएम रैली को संबोधित किया। उन्होंने कहा, यह ऐसा मंच है जहां युवा अपनी विरासत को गर्व के साथ जीते हैं। उन्होंने देशभर में 'वंदे मातरम्' के 150 वर्ष पूरे होने के उपलक्ष्य में हुए उत्सवों का उल्लेख किया। 'परमवीर सागर यात्रा' को एक उत्कृष्ट उदाहरण बताते [842, 1627, 1065, 1718]
yogi-cont2: विकास के लिए मिला है। कार्यक्रम में नेता प्रतिपक्ष माता प्रसाद पांडेय की उपस्थिति पर मुख्यमंत्री ने उनका आभार भी व्यक्त किया। योगी ने कहा कि एक समय सिद्धार्थनगर आकांक्षी जनपद इसलिए था क्योंकि यहां विकास [714, 2447, 899, 2522]
states-editions: 2 राज्य | 6 संस्करण [1111, 178, 1241, 199]
sunrise-label: सूर्योदय [62, 181, 91, 193]
temp-min-label: न्यूनतम तापमान [131, 182, 185, 193]
ncc-byline: नई दिल्ली, एजेंसी [842, 1482, 919, 1496]
lead-bullets [9, 400, 253, 535]
ncc-bullets [842, 1372, 1065, 1472]
teaser-underline [449, 95, 627, 98]
brief-story1-note: (विस्तृत कारोबार पेज पर) [108, 1576, 204, 1588]
victim-role: पायलट [790, 579, 818, 591]
middle-tier [9, 1286, 1288, 2036]
alankar-body2: जबरदस्त आक्रोश फैल गया। हंगामा शुरू हो गया। समर्थकों ने आगे बढ़कर गाड़ी रोकने का प्रयास किया और पुलिसकर्मियों से धक्का-मुक्की की। धक्का-मुक्की में इंस्पेक्टर जमीन पर गिर गए। पुलिस ने कड़ी मशक्कत का सामना करते हुए स्थिति को संभाला और भीड़ को हटाया। [160, 2394, 312, 2502]
